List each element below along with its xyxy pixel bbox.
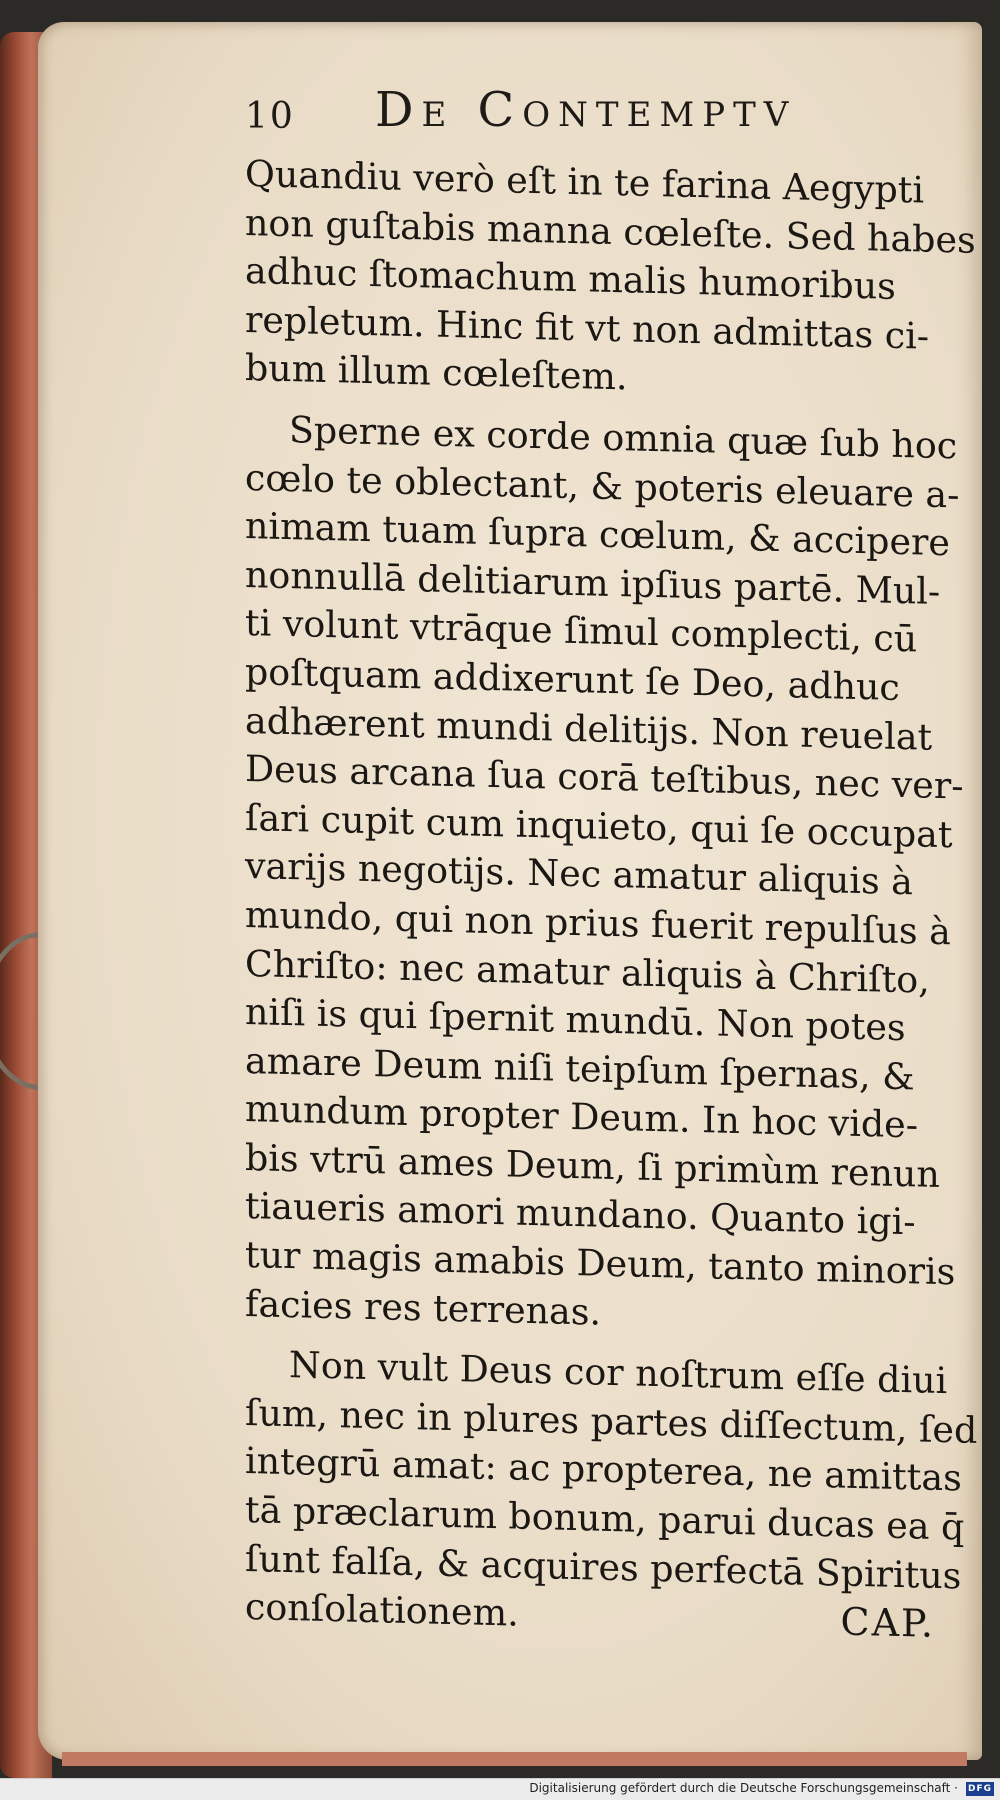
text-line: Sperne ex corde omnia quæ ſub hoc: [289, 408, 958, 468]
text-line: adhuc ſtomachum malis humoribus: [245, 249, 896, 309]
text-line: facies res terrenas.: [245, 1281, 601, 1334]
text-line: tur magis amabis Deum, tanto minoris: [245, 1233, 956, 1294]
text-line: niſi is qui ſpernit mundū. Non potes: [245, 990, 906, 1050]
text-line: adhærent mundi delitijs. Non reuelat: [245, 698, 933, 759]
text-line: Non vult Deus cor noſtrum eſſe diui: [289, 1343, 948, 1403]
text-line: tā præclarum bonum, parui ducas ea q̄: [245, 1488, 965, 1549]
text-line: tiaueris amori mundano. Quanto igi-: [245, 1184, 916, 1244]
text-line: Deus arcana ſua corā teſtibus, nec ver-: [245, 747, 964, 808]
text-line: amare Deum niſi teipſum ſpernas, &: [245, 1038, 915, 1099]
text-line: repletum. Hinc fit vt non admittas ci-: [245, 297, 930, 358]
text-line: cœlo te oblectant, & poteris eleuare a-: [245, 455, 960, 517]
funding-credit: Digitalisierung gefördert durch die Deutsche Forschungsgemeinschaft ·: [529, 1781, 958, 1795]
text-line: integrū amat: ac propterea, ne amittas: [245, 1439, 962, 1500]
dfg-logo: DFG: [967, 1784, 992, 1794]
text-line: bis vtrū ames Deum, ſi primùm renun: [245, 1135, 940, 1196]
text-line: poſtquam addixerunt ſe Deo, adhuc: [245, 649, 900, 709]
text-line: mundo, qui non prius fuerit repulſus à: [245, 892, 951, 954]
text-line: nonnullā delitiarum ipſius partē. Mul-: [245, 552, 941, 613]
text-line: ſunt falſa, & acquires perfectā Spiritus: [245, 1536, 962, 1598]
text-line: ſum, nec in plures partes diſſectum, ſed: [245, 1390, 978, 1452]
running-head: De Contemptv: [375, 82, 797, 138]
paragraph-3: [245, 1340, 978, 1648]
page-header: [245, 82, 865, 144]
text-line: conſolationem.: [245, 1585, 519, 1635]
text-line: nimam tuam ſupra cœlum, & accipere: [245, 504, 950, 565]
page-number: 10: [245, 96, 295, 137]
text-line: varijs negotijs. Nec amatur aliquis à: [245, 844, 913, 904]
digitization-footer: [0, 1778, 1000, 1800]
text-line: Chriſto: nec amatur aliquis à Chriſto,: [245, 941, 930, 1002]
body-text: [245, 150, 978, 1661]
text-line: ſari cupit cum inquieto, qui ſe occupat: [245, 795, 953, 857]
text-line: bum illum cœleſtem.: [245, 346, 628, 399]
text-line: ti volunt vtrāque ſimul complecti, cū: [245, 601, 918, 661]
paragraph-2: [245, 405, 964, 1345]
catchword: CAP.: [840, 1599, 935, 1647]
text-line: non guſtabis manna cœleſte. Sed habes: [245, 200, 976, 262]
text-line: mundum propter Deum. In hoc vide-: [245, 1087, 918, 1147]
paragraph-1: [245, 150, 976, 410]
text-line: Quandiu verò eſt in te farina Aegypti: [245, 152, 925, 212]
page-bottom-edge: [62, 1752, 967, 1766]
